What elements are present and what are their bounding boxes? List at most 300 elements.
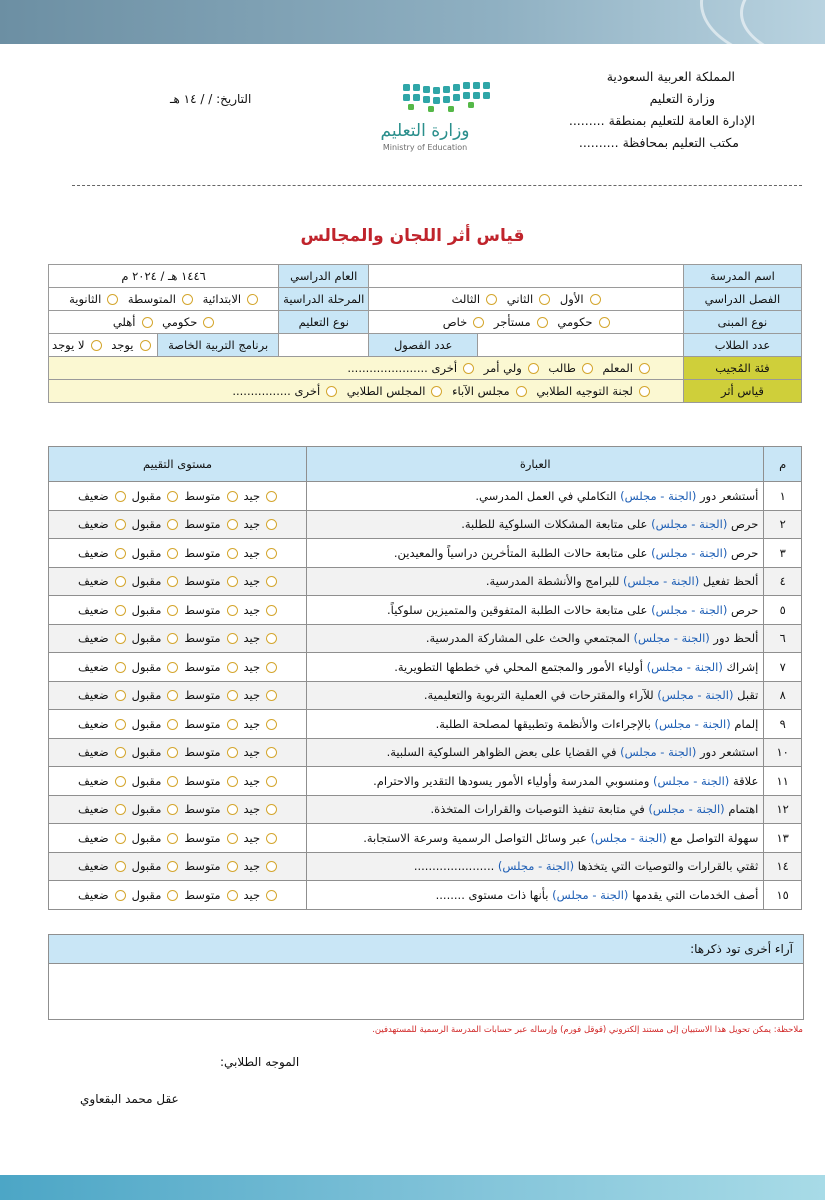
statement-tag: (الجنة - مجلس) xyxy=(648,802,725,817)
row-statement xyxy=(307,624,764,653)
row-statement xyxy=(307,710,764,739)
row-statement xyxy=(307,852,764,881)
col-level-header: مستوى التقييم xyxy=(49,447,307,482)
ministry-logo xyxy=(345,78,505,158)
statement-post: على متابعة المشكلات السلوكية للطلبة. xyxy=(461,517,652,532)
education-option-gov: حكومي xyxy=(162,315,198,329)
rating-level-label: جيد xyxy=(243,830,261,845)
table-row xyxy=(49,482,802,511)
statement-tag: (الجنة - مجلس) xyxy=(646,659,723,674)
statement-pre: إشراك xyxy=(722,659,759,674)
note-text: ملاحظة: يمكن تحويل هذا الاستبيان إلى مستند إلكتروني (قوقل فورم) وإرساله عبر حسابات المدرسة الرسمية للمستهدفين. xyxy=(372,1025,803,1035)
measure-option-student-council: المجلس الطلابي xyxy=(346,384,426,398)
measure-option-other: أخرى ................ xyxy=(232,384,321,398)
statement-post: التكاملي في العمل المدرسي. xyxy=(475,488,621,503)
opinions-label: آراء أخرى تود ذكرها: xyxy=(49,935,803,964)
statement-post: في القضايا على بعض الظواهر السلوكية السلبية. xyxy=(386,745,621,760)
row-number: ١٣ xyxy=(764,824,802,853)
row-rating-options xyxy=(49,596,307,625)
row-rating-options xyxy=(49,710,307,739)
statement-post: في متابعة تنفيذ التوصيات والقرارات المتخذة. xyxy=(430,802,649,817)
rating-level-label: جيد xyxy=(243,631,261,646)
rating-radio[interactable] xyxy=(266,833,277,844)
special-program-cell xyxy=(49,334,279,357)
respondent-label: فئة المُجيب xyxy=(683,357,801,380)
respondent-radio[interactable] xyxy=(582,363,593,374)
rating-radio[interactable] xyxy=(115,804,126,815)
rating-level-label: متوسط xyxy=(184,745,221,760)
rating-level-label: مقبول xyxy=(131,545,162,560)
respondent-radio[interactable] xyxy=(639,363,650,374)
row-number: ٨ xyxy=(764,681,802,710)
rating-radio[interactable] xyxy=(167,890,178,901)
rating-radio[interactable] xyxy=(115,719,126,730)
opinions-box[interactable] xyxy=(48,934,804,1020)
semester-radio[interactable] xyxy=(486,294,497,305)
table-row xyxy=(49,767,802,796)
statement-pre: ألحظ تفعيل xyxy=(699,574,759,589)
row-number: ٥ xyxy=(764,596,802,625)
col-number-header: م xyxy=(764,447,802,482)
rating-radio[interactable] xyxy=(167,776,178,787)
statement-tag: (الجنة - مجلس) xyxy=(590,830,667,845)
statement-tag: (الجنة - مجلس) xyxy=(633,631,710,646)
stage-option-primary: الابتدائية xyxy=(202,292,242,306)
row-rating-options xyxy=(49,653,307,682)
rating-radio[interactable] xyxy=(167,548,178,559)
row-number: ٦ xyxy=(764,624,802,653)
rating-radio[interactable] xyxy=(167,633,178,644)
rating-level-label: متوسط xyxy=(184,488,221,503)
row-statement xyxy=(307,596,764,625)
row-statement xyxy=(307,738,764,767)
rating-radio[interactable] xyxy=(115,747,126,758)
rating-radio[interactable] xyxy=(227,719,238,730)
rating-level-label: ضعيف xyxy=(77,545,109,560)
measure-radio[interactable] xyxy=(639,386,650,397)
stage-radio[interactable] xyxy=(247,294,258,305)
rating-level-label: مقبول xyxy=(131,745,162,760)
row-statement xyxy=(307,795,764,824)
statement-post: على متابعة حالات الطلبة المتفوقين والمتميزين سلوكياً. xyxy=(387,602,652,617)
rating-radio[interactable] xyxy=(115,861,126,872)
rating-radio[interactable] xyxy=(167,861,178,872)
rating-level-label: مقبول xyxy=(131,517,162,532)
rating-level-label: مقبول xyxy=(131,574,162,589)
school-name-field[interactable] xyxy=(369,265,684,288)
rating-level-label: جيد xyxy=(243,887,261,902)
rating-radio[interactable] xyxy=(115,776,126,787)
rating-radio[interactable] xyxy=(227,519,238,530)
admin-name: الإدارة العامة للتعليم بمنطقة ......... xyxy=(568,113,755,128)
rating-radio[interactable] xyxy=(167,491,178,502)
header-ministry-block xyxy=(495,66,755,154)
education-radio[interactable] xyxy=(142,317,153,328)
table-row xyxy=(49,596,802,625)
building-option-private: خاص xyxy=(442,315,468,329)
rating-level-label: جيد xyxy=(243,659,261,674)
rating-radio[interactable] xyxy=(227,633,238,644)
bottom-decorative-bar xyxy=(0,1175,825,1200)
rating-radio[interactable] xyxy=(167,833,178,844)
row-statement xyxy=(307,824,764,853)
top-decorative-bar xyxy=(0,0,825,44)
statement-pre: ألحظ دور xyxy=(709,631,759,646)
row-number: ١٢ xyxy=(764,795,802,824)
year-label: العام الدراسي xyxy=(279,265,369,288)
statement-post: للبرامج والأنشطة المدرسية. xyxy=(485,574,623,589)
rating-radio[interactable] xyxy=(266,861,277,872)
table-row xyxy=(49,852,802,881)
school-name-label: اسم المدرسة xyxy=(683,265,801,288)
row-rating-options xyxy=(49,681,307,710)
statement-pre: تقبل xyxy=(733,688,759,703)
rating-radio[interactable] xyxy=(115,662,126,673)
row-number: ١٥ xyxy=(764,881,802,910)
rating-radio[interactable] xyxy=(227,576,238,587)
rating-radio[interactable] xyxy=(227,804,238,815)
rating-radio[interactable] xyxy=(167,605,178,616)
col-statement-header: العبارة xyxy=(307,447,764,482)
row-statement xyxy=(307,881,764,910)
rating-radio[interactable] xyxy=(227,491,238,502)
rating-level-label: متوسط xyxy=(184,602,221,617)
rating-radio[interactable] xyxy=(227,662,238,673)
row-rating-options xyxy=(49,539,307,568)
statement-pre: ثقتي بالقرارات والتوصيات التي يتخذها xyxy=(574,859,759,874)
rating-level-label: مقبول xyxy=(131,716,162,731)
rating-level-label: مقبول xyxy=(131,602,162,617)
rating-level-label: متوسط xyxy=(184,517,221,532)
rating-radio[interactable] xyxy=(115,576,126,587)
statement-post: المجتمعي والحث على المشاركة المدرسية. xyxy=(425,631,634,646)
rating-level-label: ضعيف xyxy=(77,773,109,788)
building-radio[interactable] xyxy=(599,317,610,328)
rating-radio[interactable] xyxy=(115,519,126,530)
rating-level-label: جيد xyxy=(243,545,261,560)
respondent-option-parent: ولي أمر xyxy=(483,361,522,375)
rating-level-label: مقبول xyxy=(131,859,162,874)
rating-radio[interactable] xyxy=(115,633,126,644)
respondent-option-teacher: المعلم xyxy=(602,361,633,375)
rating-radio[interactable] xyxy=(266,776,277,787)
statement-tag: (الجنة - مجلس) xyxy=(651,545,728,560)
ministry-name: وزارة التعليم xyxy=(649,91,715,106)
semester-options xyxy=(369,288,684,311)
building-option-gov: حكومي xyxy=(557,315,593,329)
logo-english-text: Ministry of Education xyxy=(382,143,468,152)
rating-radio[interactable] xyxy=(227,890,238,901)
measure-radio[interactable] xyxy=(431,386,442,397)
measure-label: قياس أثر xyxy=(683,380,801,403)
statement-pre: أستشعر دور xyxy=(696,488,759,503)
table-row xyxy=(49,795,802,824)
statement-tag: (الجنة - مجلس) xyxy=(654,716,731,731)
row-rating-options xyxy=(49,738,307,767)
signature-role: الموجه الطلابي: xyxy=(220,1055,300,1069)
measure-radio[interactable] xyxy=(516,386,527,397)
statement-post: بأنها ذات مستوى ........ xyxy=(435,887,553,902)
measure-radio[interactable] xyxy=(326,386,337,397)
statement-tag: (الجنة - مجلس) xyxy=(653,773,730,788)
rating-radio[interactable] xyxy=(227,690,238,701)
respondent-option-other: أخرى ...................... xyxy=(347,361,458,375)
table-row xyxy=(49,624,802,653)
row-statement xyxy=(307,510,764,539)
rating-radio[interactable] xyxy=(167,804,178,815)
row-statement xyxy=(307,539,764,568)
rating-level-label: جيد xyxy=(243,802,261,817)
building-radio[interactable] xyxy=(473,317,484,328)
rating-radio[interactable] xyxy=(167,690,178,701)
row-rating-options xyxy=(49,624,307,653)
page-title: قياس أثر اللجان والمجالس xyxy=(300,226,525,246)
rating-radio[interactable] xyxy=(115,890,126,901)
table-row xyxy=(49,567,802,596)
building-label: نوع المبنى xyxy=(683,311,801,334)
rating-level-label: جيد xyxy=(243,716,261,731)
row-rating-options xyxy=(49,482,307,511)
statement-tag: (الجنة - مجلس) xyxy=(622,574,700,589)
statement-tag: (الجنة - مجلس) xyxy=(657,688,734,703)
row-rating-options xyxy=(49,795,307,824)
kingdom-name: المملكة العربية السعودية xyxy=(606,69,735,84)
statement-post: أولياء الأمور والمجتمع المحلي في خططها التطويرية. xyxy=(394,659,647,674)
row-statement xyxy=(307,653,764,682)
rating-level-label: ضعيف xyxy=(77,859,109,874)
education-option-private: أهلي xyxy=(112,315,136,329)
header-separator xyxy=(72,185,802,186)
rating-level-label: متوسط xyxy=(184,830,221,845)
date-line: التاريخ: / / ١٤ هـ xyxy=(170,92,252,106)
statement-tag: (الجنة - مجلس) xyxy=(651,602,728,617)
rating-radio[interactable] xyxy=(227,833,238,844)
row-number: ٣ xyxy=(764,539,802,568)
statement-tag: (الجنة - مجلس) xyxy=(552,887,629,902)
building-options xyxy=(369,311,684,334)
rating-radio[interactable] xyxy=(266,690,277,701)
rating-level-label: جيد xyxy=(243,574,261,589)
rating-level-label: متوسط xyxy=(184,659,221,674)
row-number: ٧ xyxy=(764,653,802,682)
rating-level-label: مقبول xyxy=(131,659,162,674)
stage-label: المرحلة الدراسية xyxy=(279,288,369,311)
rating-radio[interactable] xyxy=(266,548,277,559)
measure-options xyxy=(49,380,684,403)
statement-pre: اهتمام xyxy=(724,802,759,817)
classes-field[interactable] xyxy=(279,334,369,357)
table-row xyxy=(49,738,802,767)
respondent-options xyxy=(49,357,684,380)
rating-level-label: ضعيف xyxy=(77,631,109,646)
rating-level-label: متوسط xyxy=(184,859,221,874)
measure-option-parents: مجلس الآباء xyxy=(452,384,510,398)
rating-radio[interactable] xyxy=(227,776,238,787)
rating-radio[interactable] xyxy=(266,605,277,616)
row-number: ١ xyxy=(764,482,802,511)
building-option-rented: مستأجر xyxy=(493,315,531,329)
statement-pre: استشعر دور xyxy=(696,745,759,760)
table-row xyxy=(49,510,802,539)
rating-radio[interactable] xyxy=(266,491,277,502)
rating-level-label: متوسط xyxy=(184,802,221,817)
rating-level-label: جيد xyxy=(243,745,261,760)
row-rating-options xyxy=(49,881,307,910)
table-row xyxy=(49,881,802,910)
statement-tag: (الجنة - مجلس) xyxy=(620,488,697,503)
rating-level-label: متوسط xyxy=(184,716,221,731)
rating-level-label: ضعيف xyxy=(77,602,109,617)
statement-tag: (الجنة - مجلس) xyxy=(651,517,728,532)
rating-radio[interactable] xyxy=(266,519,277,530)
rating-level-label: مقبول xyxy=(131,887,162,902)
rating-level-label: متوسط xyxy=(184,773,221,788)
rating-radio[interactable] xyxy=(167,662,178,673)
rating-level-label: متوسط xyxy=(184,545,221,560)
table-row xyxy=(49,539,802,568)
office-name: مكتب التعليم بمحافظة .......... xyxy=(578,135,739,150)
rating-level-label: ضعيف xyxy=(77,716,109,731)
statement-pre: حرص xyxy=(727,545,759,560)
stage-radio[interactable] xyxy=(182,294,193,305)
row-statement xyxy=(307,681,764,710)
rating-level-label: ضعيف xyxy=(77,745,109,760)
rating-level-label: مقبول xyxy=(131,631,162,646)
row-number: ١٤ xyxy=(764,852,802,881)
rating-level-label: ضعيف xyxy=(77,517,109,532)
rating-level-label: مقبول xyxy=(131,688,162,703)
stage-option-secondary: الثانوية xyxy=(69,292,102,306)
rating-radio[interactable] xyxy=(266,633,277,644)
rating-radio[interactable] xyxy=(115,491,126,502)
rating-level-label: جيد xyxy=(243,859,261,874)
rating-radio[interactable] xyxy=(167,747,178,758)
rating-radio[interactable] xyxy=(227,747,238,758)
rating-radio[interactable] xyxy=(227,605,238,616)
rating-radio[interactable] xyxy=(167,576,178,587)
special-radio[interactable] xyxy=(91,340,102,351)
respondent-radio[interactable] xyxy=(463,363,474,374)
rating-radio[interactable] xyxy=(266,719,277,730)
statement-tag: (الجنة - مجلس) xyxy=(497,859,575,874)
table-row xyxy=(49,824,802,853)
row-number: ٩ xyxy=(764,710,802,739)
rating-radio[interactable] xyxy=(115,833,126,844)
rating-radio[interactable] xyxy=(167,519,178,530)
school-info-table xyxy=(48,264,802,403)
semester-option-first: الأول xyxy=(559,292,584,306)
building-radio[interactable] xyxy=(537,317,548,328)
students-field[interactable] xyxy=(478,334,684,357)
logo-arabic-text: وزارة التعليم xyxy=(380,121,470,141)
rating-level-label: متوسط xyxy=(184,631,221,646)
semester-radio[interactable] xyxy=(539,294,550,305)
classes-label: عدد الفصول xyxy=(369,334,478,357)
row-rating-options xyxy=(49,567,307,596)
rating-level-label: متوسط xyxy=(184,688,221,703)
rating-radio[interactable] xyxy=(266,890,277,901)
row-rating-options xyxy=(49,767,307,796)
special-option-yes: يوجد xyxy=(111,338,134,352)
respondent-radio[interactable] xyxy=(528,363,539,374)
row-rating-options xyxy=(49,510,307,539)
rating-radio[interactable] xyxy=(115,690,126,701)
rating-radio[interactable] xyxy=(266,747,277,758)
statement-post: للآراء والمقترحات في العملية التربوية والتعليمية. xyxy=(423,688,658,703)
statement-pre: سهولة التواصل مع xyxy=(666,830,759,845)
table-row xyxy=(49,681,802,710)
row-statement xyxy=(307,482,764,511)
rating-level-label: مقبول xyxy=(131,802,162,817)
rating-level-label: ضعيف xyxy=(77,802,109,817)
rating-level-label: ضعيف xyxy=(77,830,109,845)
students-label: عدد الطلاب xyxy=(683,334,801,357)
education-options xyxy=(49,311,279,334)
rating-radio[interactable] xyxy=(266,576,277,587)
semester-option-third: الثالث xyxy=(451,292,481,306)
statement-pre: علاقة xyxy=(729,773,759,788)
signature-name: عقل محمد البقعاوي xyxy=(80,1092,179,1106)
year-value: ١٤٤٦ هـ / ٢٠٢٤ م xyxy=(49,265,279,288)
statement-post: ...................... xyxy=(413,859,498,874)
stage-radio[interactable] xyxy=(107,294,118,305)
education-radio[interactable] xyxy=(203,317,214,328)
rating-level-label: جيد xyxy=(243,688,261,703)
rating-level-label: ضعيف xyxy=(77,887,109,902)
row-number: ٤ xyxy=(764,567,802,596)
special-option-no: لا يوجد xyxy=(52,338,85,352)
education-label: نوع التعليم xyxy=(279,311,369,334)
table-row xyxy=(49,710,802,739)
statement-pre: حرص xyxy=(727,517,759,532)
semester-option-second: الثاني xyxy=(506,292,534,306)
rating-level-label: مقبول xyxy=(131,830,162,845)
semester-radio[interactable] xyxy=(590,294,601,305)
rating-level-label: ضعيف xyxy=(77,688,109,703)
statement-post: بالإجراءات والأنظمة وتطبيقها لمصلحة الطلبة. xyxy=(435,716,655,731)
special-radio[interactable] xyxy=(140,340,151,351)
stage-option-middle: المتوسطة xyxy=(127,292,176,306)
row-statement xyxy=(307,567,764,596)
rating-radio[interactable] xyxy=(115,548,126,559)
rating-radio[interactable] xyxy=(115,605,126,616)
row-rating-options xyxy=(49,852,307,881)
rating-level-label: ضعيف xyxy=(77,574,109,589)
row-number: ١١ xyxy=(764,767,802,796)
rating-radio[interactable] xyxy=(227,548,238,559)
rating-radio[interactable] xyxy=(227,861,238,872)
statement-tag: (الجنة - مجلس) xyxy=(620,745,697,760)
rating-level-label: ضعيف xyxy=(77,659,109,674)
rating-rows xyxy=(49,482,802,910)
statement-pre: أصف الخدمات التي يقدمها xyxy=(628,887,759,902)
rating-table xyxy=(48,446,802,910)
special-label: برنامج التربية الخاصة xyxy=(157,334,278,356)
statement-pre: حرص xyxy=(727,602,759,617)
rating-level-label: مقبول xyxy=(131,488,162,503)
rating-radio[interactable] xyxy=(266,662,277,673)
semester-label: الفصل الدراسي xyxy=(683,288,801,311)
rating-level-label: مقبول xyxy=(131,773,162,788)
rating-radio[interactable] xyxy=(266,804,277,815)
table-row xyxy=(49,653,802,682)
rating-radio[interactable] xyxy=(167,719,178,730)
rating-level-label: جيد xyxy=(243,488,261,503)
stage-options xyxy=(49,288,279,311)
measure-option-guidance: لجنة التوجيه الطلابي xyxy=(536,384,633,398)
row-number: ٢ xyxy=(764,510,802,539)
rating-level-label: متوسط xyxy=(184,574,221,589)
